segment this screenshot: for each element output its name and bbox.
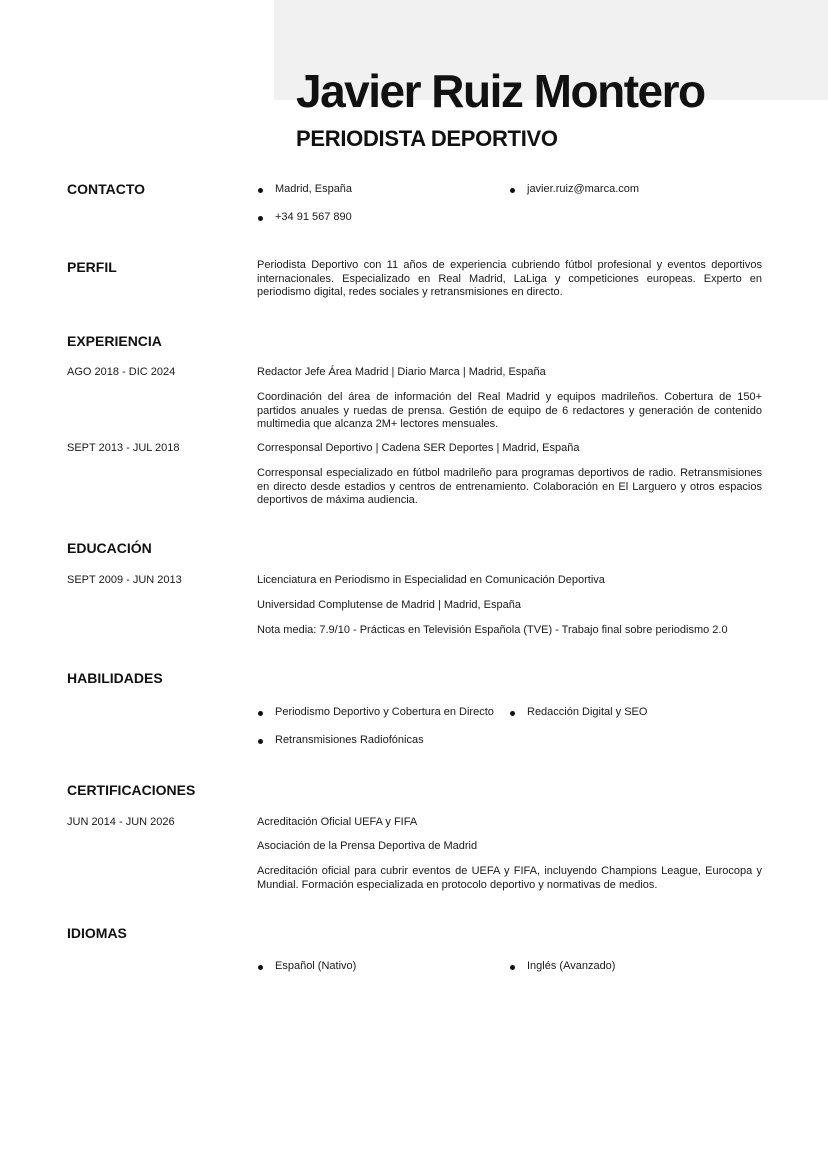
language-item: Español (Nativo) — [257, 960, 356, 972]
language-item: Inglés (Avanzado) — [509, 960, 615, 972]
job-dates: AGO 2018 - DIC 2024 — [67, 366, 176, 378]
profile-summary: Periodista Deportivo con 11 años de experiencia cubriendo fútbol profesional y eventos deportivos internacionales. Especializado en Real Madrid, LaLiga y competiciones europeas. Experto en periodismo digital, redes sociales y retransmisiones en directo. — [257, 259, 762, 298]
certification-dates: JUN 2014 - JUN 2026 — [67, 816, 175, 828]
job-heading: Corresponsal Deportivo | Cadena SER Deportes | Madrid, España — [257, 442, 580, 454]
skill-item: Periodismo Deportivo y Cobertura en Directo — [257, 706, 494, 718]
contact-location: Madrid, España — [257, 183, 352, 195]
section-title-profile: PERFIL — [67, 259, 117, 275]
section-title-experience: EXPERIENCIA — [67, 333, 162, 349]
education-notes: Nota media: 7.9/10 - Prácticas en Televisión Española (TVE) - Trabajo final sobre periodismo 2.0 — [257, 624, 728, 636]
section-title-contact: CONTACTO — [67, 181, 146, 197]
section-title-languages: IDIOMAS — [67, 925, 127, 941]
certification-issuer: Asociación de la Prensa Deportiva de Madrid — [257, 840, 478, 852]
job-dates: SEPT 2013 - JUL 2018 — [67, 442, 180, 454]
section-title-education: EDUCACIÓN — [67, 540, 152, 556]
section-title-skills: HABILIDADES — [67, 670, 163, 686]
certification-description: Acreditación oficial para cubrir eventos de UEFA y FIFA, incluyendo Champions League, Eurocopa y Mundial. Formación especializada en protocolo deportivo y normativas de medios. — [257, 865, 762, 891]
section-title-certifications: CERTIFICACIONES — [67, 782, 196, 798]
contact-email: javier.ruiz@marca.com — [509, 183, 639, 195]
education-school: Universidad Complutense de Madrid | Madrid, España — [257, 599, 521, 611]
job-description: Coordinación del área de información del Real Madrid y equipos madrileños. Cobertura de 150+ partidos anuales y ruedas de prensa. Gestión de equipo de 6 redactores y generación de contenido multimedia que alcanza 2M+ lectores mensuales. — [257, 391, 762, 430]
certification-name: Acreditación Oficial UEFA y FIFA — [257, 816, 418, 828]
education-dates: SEPT 2009 - JUN 2013 — [67, 574, 182, 586]
contact-phone: +34 91 567 890 — [257, 211, 352, 223]
skill-item: Redacción Digital y SEO — [509, 706, 647, 718]
education-degree: Licenciatura en Periodismo in Especialidad en Comunicación Deportiva — [257, 574, 605, 586]
candidate-role: PERIODISTA DEPORTIVO — [296, 126, 558, 151]
candidate-name: Javier Ruiz Montero — [296, 65, 705, 117]
job-description: Corresponsal especializado en fútbol madrileño para programas deportivos de radio. Retransmisiones en directo desde estadios y centros de entrenamiento. Colaboración en El Larguero y otros espacios deportivos de máxima audiencia. — [257, 467, 762, 506]
skill-item: Retransmisiones Radiofónicas — [257, 734, 424, 746]
job-heading: Redactor Jefe Área Madrid | Diario Marca | Madrid, España — [257, 366, 546, 378]
